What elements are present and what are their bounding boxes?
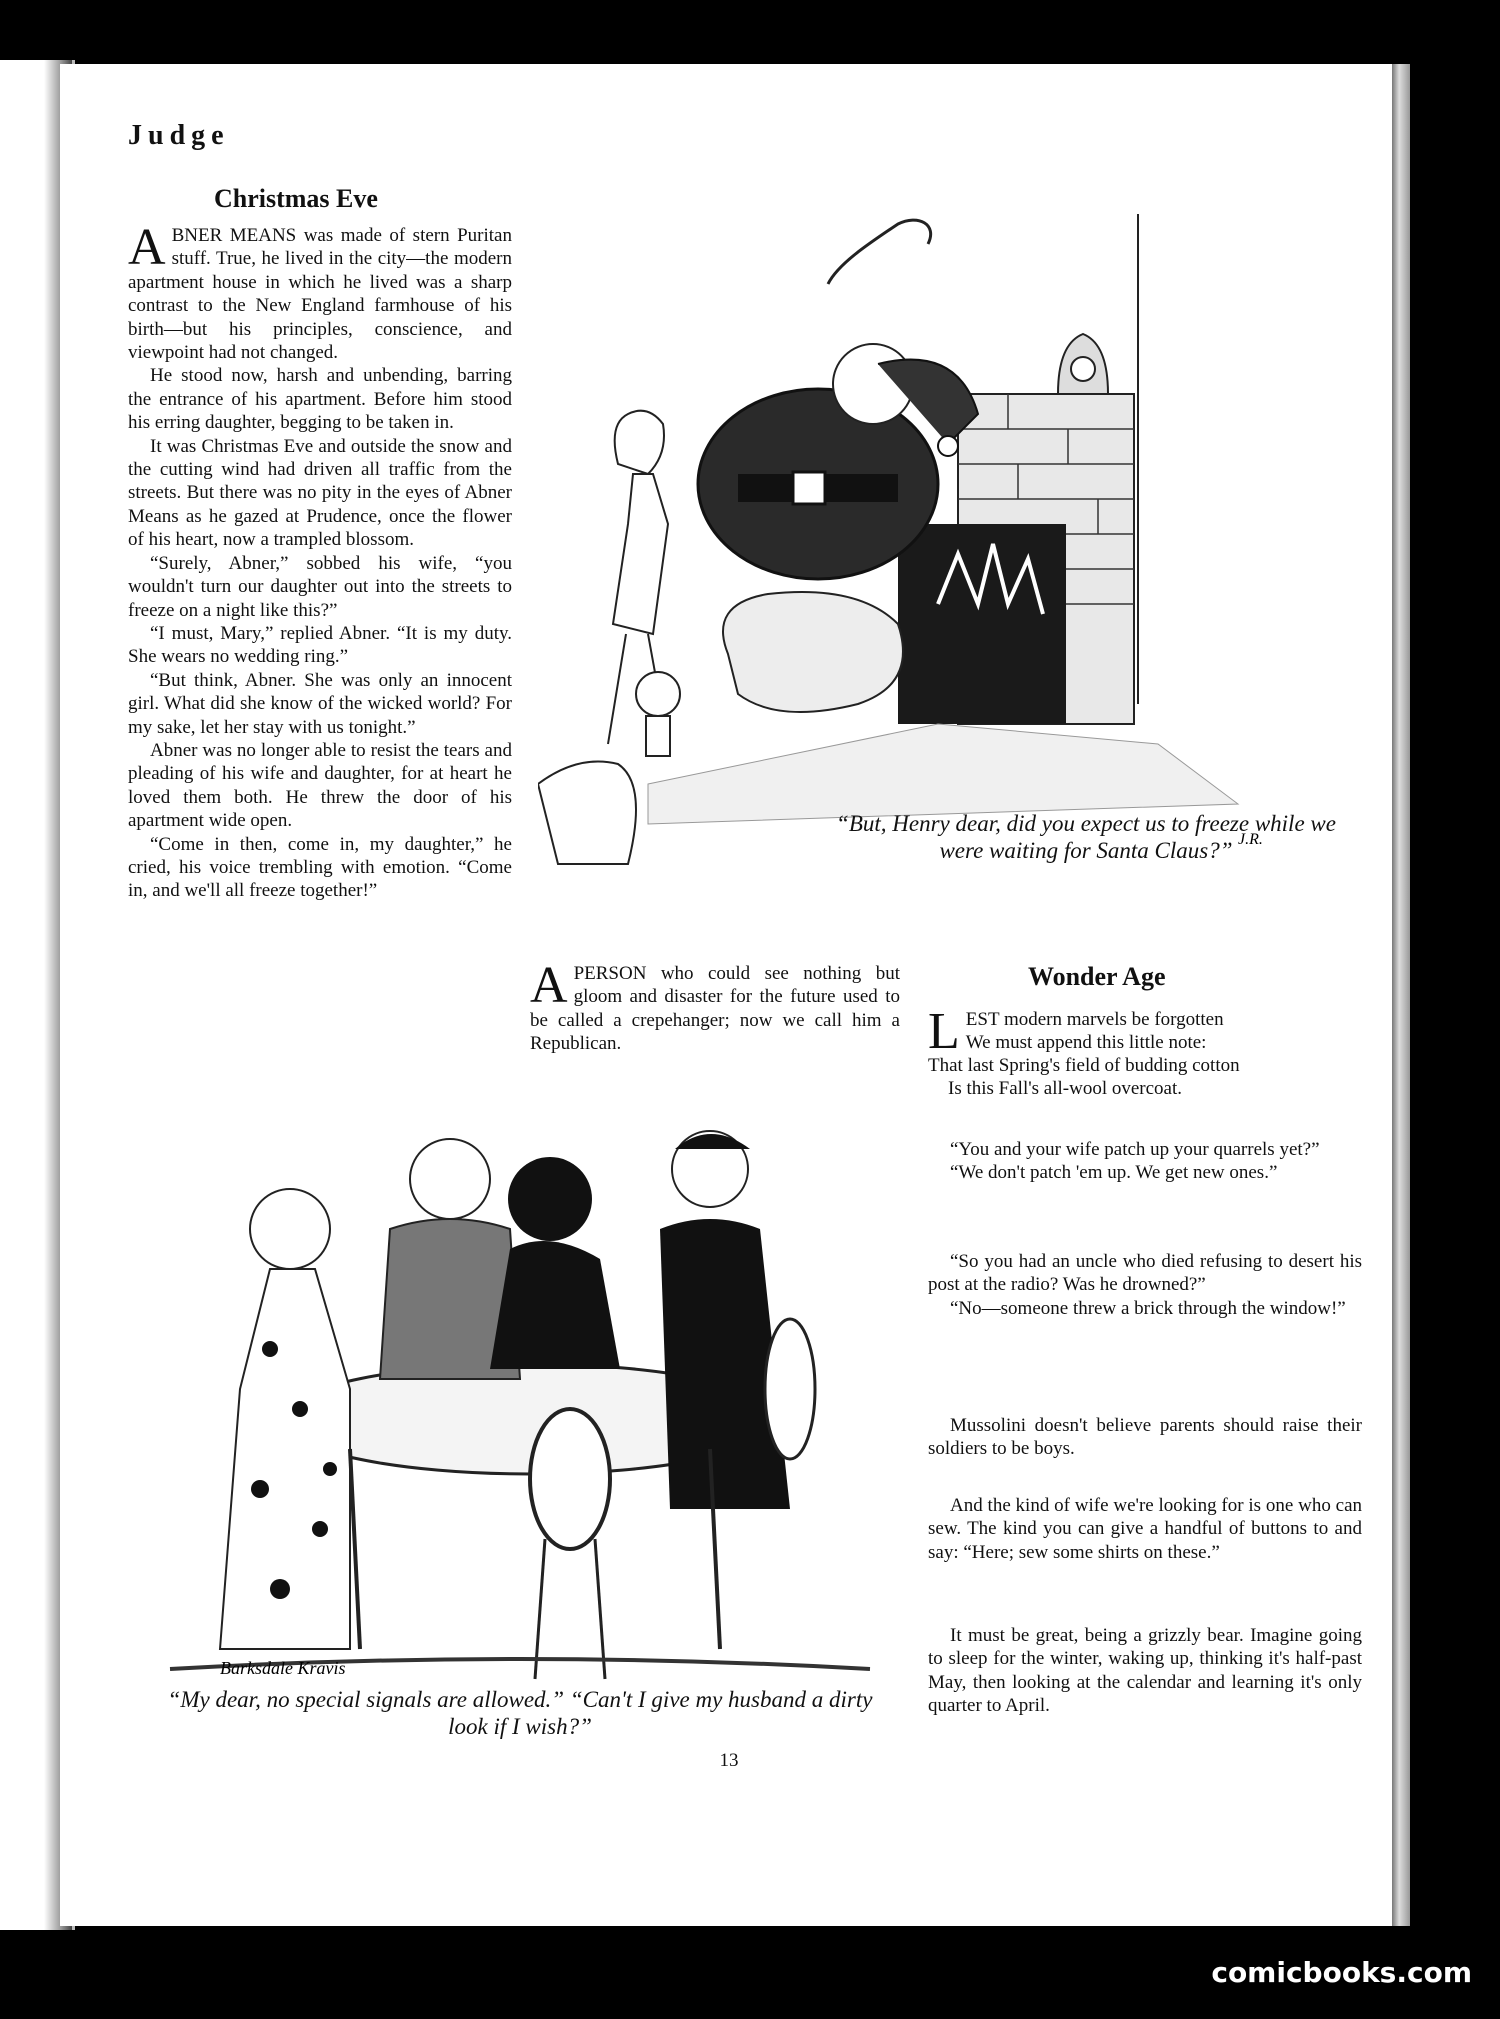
poem-line: That last Spring's field of budding cotton [928,1055,1240,1076]
drop-cap: A [128,219,166,276]
story-paragraph: Abner was no longer able to resist the tears and pleading of his wife and daughter, for at heart he loved them both. He threw the door of his apartment wide open. [128,739,512,832]
magazine-page [60,64,1398,1926]
story-paragraph: ABNER MEANS was made of stern Puritan stuff. True, he lived in the city—the modern apartment house in which he lived was a sharp contrast to the New England farmhouse of his birth—but his principles, conscience, and viewpoint had not changed. [128,219,512,364]
santa-signature: J.R. [1238,831,1263,848]
card-game-cartoon-illustration [150,1089,890,1689]
page-margin-mark [0,1715,8,1731]
poem-line: Is this Fall's all-wool overcoat. [948,1078,1183,1099]
drop-cap: A [530,957,568,1014]
joke-buttons: And the kind of wife we're looking for is one who can sew. The kind you can give a handful of buttons to and say: “Here; sew some shirts on these.” [928,1495,1362,1563]
joke-mussolini: Mussolini doesn't believe parents should raise their soldiers to be boys. [928,1415,1362,1460]
poem-body [928,1003,1362,1100]
card-cartoon-caption: “My dear, no special signals are allowed.” “Can't I give my husband a dirty look if I wish?” [167,1687,873,1739]
story-paragraph: “But think, Abner. She was only an innocent girl. What did she know of the wicked world? For my sake, let her stay with us tonight.” [128,669,512,738]
poem-line: EST modern marvels be forgotten [965,1009,1224,1030]
page-stack-edge [1392,64,1410,1926]
joke-grizzly-bear: It must be great, being a grizzly bear. Imagine going to sleep for the winter, waking up, thinking it's half-past May, then looking at the calendar and learning it's only quarter to April. [928,1625,1362,1717]
joke-republican: APERSON who could see nothing but gloom and disaster for the future used to be called a crepehanger; now we call him a Republican. [530,957,900,1055]
story-title: Christmas Eve [214,184,378,213]
joke-quarrels: “You and your wife patch up your quarrels yet?” “We don't patch 'em up. We get new ones.” [950,1139,1320,1184]
poem-line: We must append this little note: [965,1032,1207,1053]
story-paragraph: He stood now, harsh and unbending, barring the entrance of his apartment. Before him stood his erring daughter, begging to be taken in. [128,365,512,434]
page-margin-mark [0,1200,6,1203]
card-cartoon-signature: Barksdale Kravis [220,1658,346,1678]
story-paragraph: “I must, Mary,” replied Abner. “It is my duty. She wears no wedding ring.” [128,622,512,668]
santa-cartoon-illustration [538,184,1298,884]
story-paragraph: “Surely, Abner,” sobbed his wife, “you wouldn't turn our daughter out into the streets to freeze on a night like this?” [128,552,512,621]
story-body [128,219,512,903]
poem-title: Wonder Age [1028,962,1166,991]
joke-radio-uncle: “So you had an uncle who died refusing to desert his post at the radio? Was he drowned?” “No—someone threw a brick through the window!” [928,1251,1362,1319]
page-number: 13 [719,1750,739,1771]
story-paragraph: “Come in then, come in, my daughter,” he cried, his voice trembling with emotion. “Come in, and we'll all freeze together!” [128,833,512,902]
drop-cap: L [928,1003,960,1060]
story-paragraph: It was Christmas Eve and outside the snow and the cutting wind had driven all traffic from the streets. But there was no pity in the eyes of Abner Means as he gazed at Prudence, once the flower of his heart, now a trampled blossom. [128,435,512,551]
magazine-name: Judge [128,120,230,151]
santa-cartoon-caption: “But, Henry dear, did you expect us to freeze while we were waiting for Santa Claus?” [836,811,1336,863]
site-watermark: comicbooks.com [1211,1956,1472,1989]
